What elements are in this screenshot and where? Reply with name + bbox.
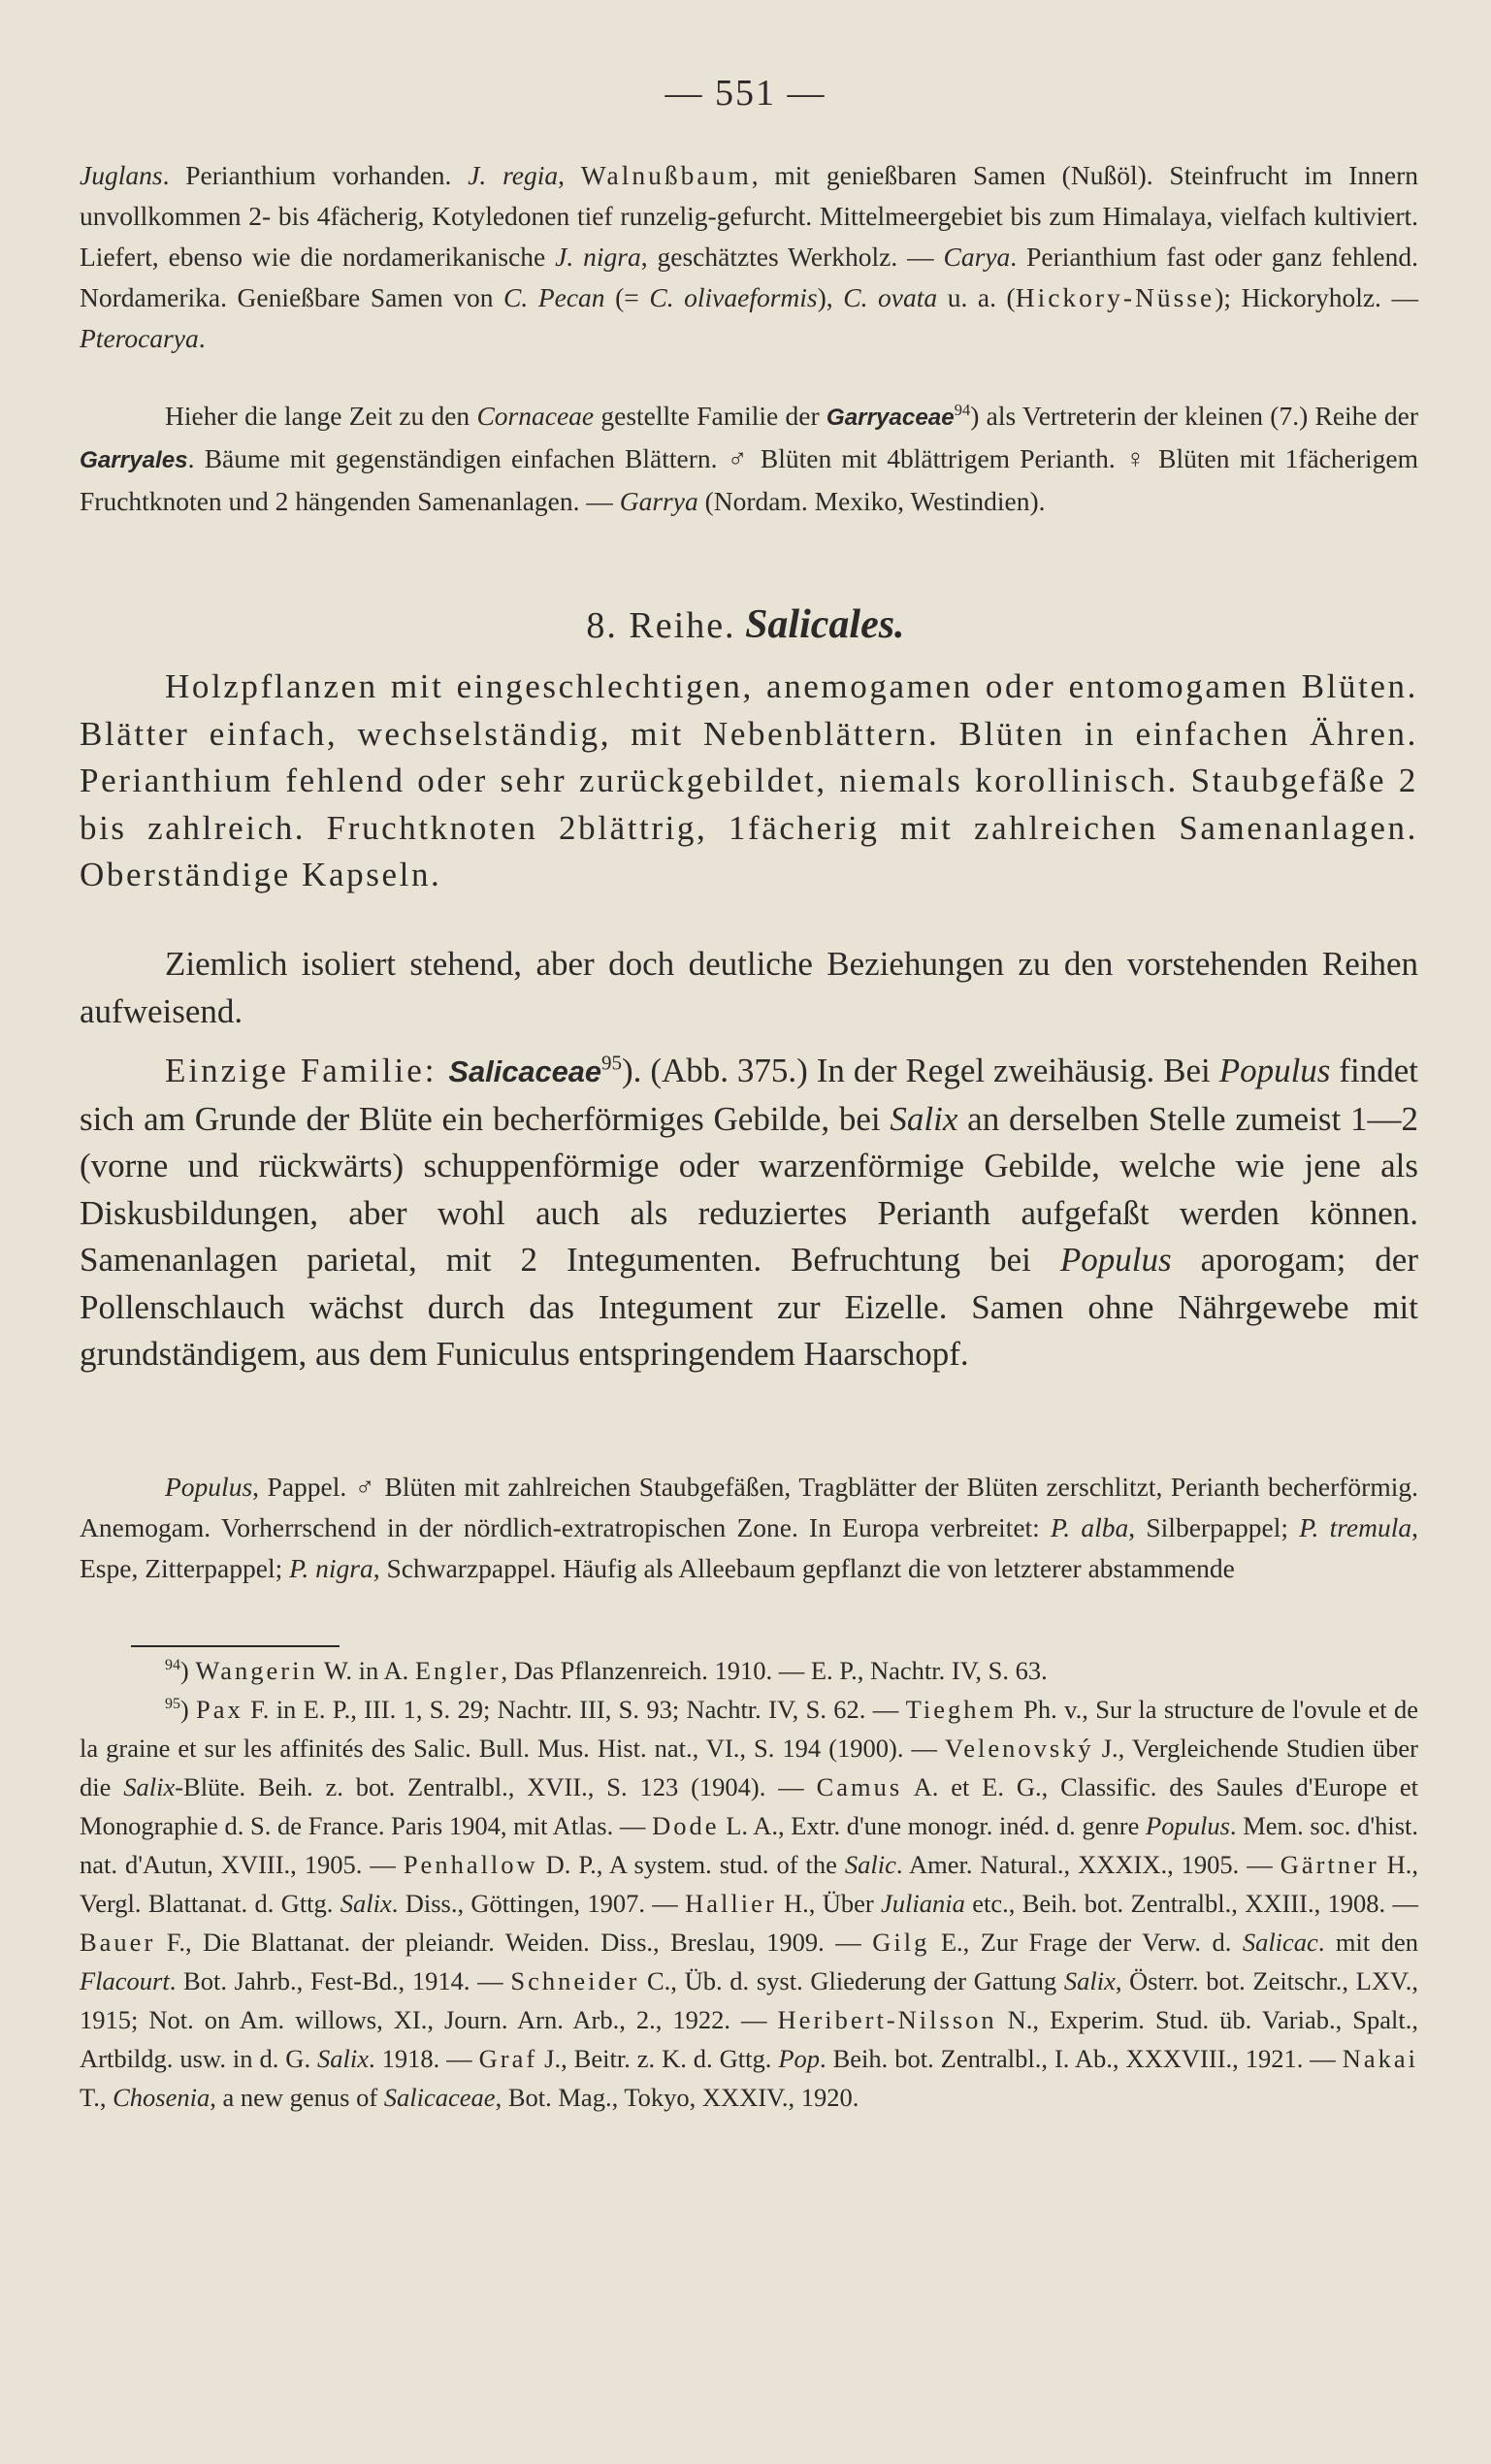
populus-paragraph: Populus, Pappel. ♂ Blüten mit zahlreichen Staubgefäßen, Tragblätter der Blüten zerschlitzt, Perianth becherförmig. Anemogam. Vorherrschend in der nördlich-extratropischen Zone. In Europa verbreitet: P. alba, Silberpappel; P. tremula, Espe, Zitterpappel; P. nigra, Schwarzpappel. Häufig als Alleebaum gepflanzt die von letzterer abstammende: [80, 1472, 1418, 1583]
family-garryaceae: Garryaceae: [826, 405, 955, 431]
juglans-paragraph: Juglans. Perianthium vorhanden. J. regia, Walnußbaum, mit genießbaren Samen (Nußöl). Steinfrucht im Innern unvollkommen 2- bis 4fächerig, Kotyledonen tief runzelig-gefurcht. Mittelmeergebiet bis zum Himalaya, vielfach kultiviert. Liefert, ebenso wie die nordamerikanische J. nigra, geschätztes Werkholz. — Carya. Perianthium fast oder ganz fehlend. Nordamerika. Genießbare Samen von C. Pecan (= C. olivaeformis), C. ovata u. a. (Hickory-Nüsse); Hickoryholz. — Pterocarya.: [80, 160, 1419, 353]
description-paragraph: Holzpflanzen mit eingeschlechtigen, anemogamen oder entomogamen Blüten. Blätter einfach, wechselständig, mit Nebenblättern. Blüten in einfachen Ähren. Perianthium fehlend oder sehr zurückgebildet, niemals korollinisch. Staubgefäße 2 bis zahlreich. Fruchtknoten 2blättrig, 1fächerig mit zahlreichen Samenanlagen. Oberständige Kapseln.: [80, 667, 1418, 893]
footnote-ref-94: 94: [954, 400, 971, 419]
genus-juglans: Juglans: [80, 160, 163, 190]
section-heading: 8. Reihe. Salicales.: [586, 602, 905, 647]
genus-populus: Populus: [165, 1472, 253, 1502]
garrya-paragraph: Hieher die lange Zeit zu den Cornaceae gestellte Familie der Garryaceae$^{94}$) als Vertreterin der kleinen (7.) Reihe der Garryales. Bäume mit gegenständigen einfachen Blättern. ♂ Blüten mit 4blättrigem Perianth. ♀ Blüten mit 1fächerigem Fruchtknoten und 2 hängenden Samenanlagen. — Garrya (Nordam. Mexiko, Westindien).: [80, 400, 1419, 516]
genus-carya: Carya: [943, 242, 1011, 272]
family-paragraph: Einzige Familie: Salicaceae$^{95}$). (Abb. 375.) In der Regel zweihäusig. Bei Populus findet sich am Grunde der Blüte ein becherförmiges Gebilde, bei Salix an derselben Stelle zumeist 1—2 (vorne und rückwärts) schuppenförmige oder warzenförmige Gebilde, welche wie jene als Diskusbildungen, aber wohl auch als reduziertes Perianth aufgefaßt werden können. Samenanlagen parietal, mit 2 Integumenten. Befruchtung bei Populus aporogam; der Pollenschlauch wächst durch das Integument zur Eizelle. Samen ohne Nährgewebe mit grundständigem, aus dem Funiculus entspringendem Haarschopf.: [80, 1051, 1419, 1373]
order-title-salicales: Salicales.: [745, 602, 905, 647]
family-salicaceae: Salicaceae: [448, 1054, 601, 1088]
footnote-ref-95: 95: [600, 1051, 622, 1075]
footnote-95: $^{95}$) Pax F. in E. P., III. 1, S. 29; Nachtr. III, S. 93; Nachtr. IV, S. 62. — Tieghem Ph. v., Sur la structure de l'ovule et de la graine et sur les affinités des Salic. Bull. Mus. Hist. nat., VI., S. 194 (1900). — Velenovský J., Vergleichende Studien über die Salix-Blüte. Beih. z. bot. Zentralbl., XVII., S. 123 (1904). — Camus A. et E. G., Classific. des Saules d'Europe et Monographie d. S. de France. Paris 1904, mit Atlas. — Dode L. A., Extr. d'une monogr. inéd. d. genre Populus. Mem. soc. d'hist. nat. d'Autun, XVIII., 1905. — Penhallow D. P., A system. stud. of the Salic. Amer. Natural., XXXIX., 1905. — Gärtner H., Vergl. Blattanat. d. Gttg. Salix. Diss., Göttingen, 1907. — Hallier H., Über Juliania etc., Beih. bot. Zentralbl., XXIII., 1908. — Bauer F., Die Blattanat. der pleiandr. Weiden. Diss., Breslau, 1909. — Gilg E., Zur Frage der Verw. d. Salicac. mit den Flacourt. Bot. Jahrb., Fest-Bd., 1914. — Schneider C., Üb. d. syst. Gliederung der Gattung Salix, Österr. bot. Zeitschr., LXV., 1915; Not. on Am. willows, XI., Journ. Arn. Arb., 2., 1922. — Heribert-Nilsson N., Experim. Stud. üb. Variab., Spalt., Artbildg. usw. in d. G. Salix. 1918. — Graf J., Beitr. z. K. d. Gttg. Pop. Beih. bot. Zentralbl., I. Ab., XXXVIII., 1921. — Nakai T., Chosenia, a new genus of Salicaceae, Bot. Mag., Tokyo, XXXIV., 1920.: [80, 1695, 1419, 2112]
relation-paragraph: Ziemlich isoliert stehend, aber doch deutliche Beziehungen zu den vorstehenden Reihen aufweisend.: [80, 945, 1418, 1030]
genus-pterocarya: Pterocarya: [80, 323, 199, 353]
footnote-94: $^{94}$) Wangerin W. in A. Engler, Das Pflanzenreich. 1910. — E. P., Nachtr. IV, S. 63.: [165, 1656, 1048, 1685]
page-number: — 551 —: [664, 73, 827, 113]
footnote-separator: [131, 1645, 340, 1647]
